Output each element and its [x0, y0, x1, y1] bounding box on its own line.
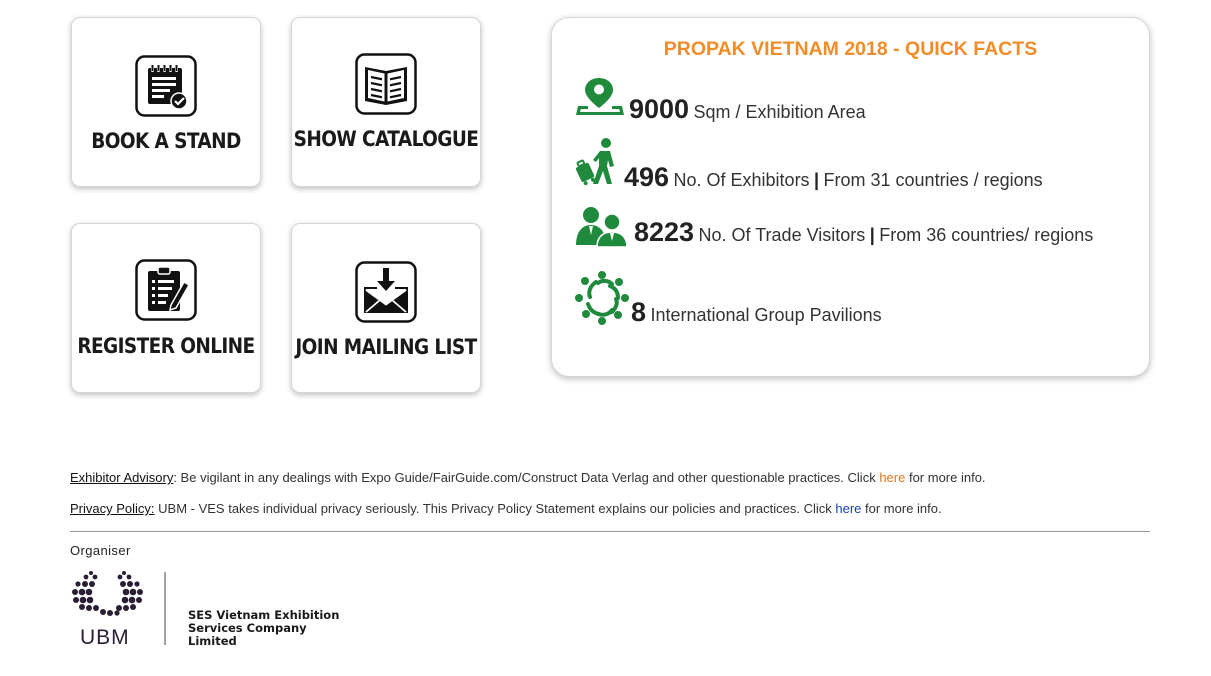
fact-value: 9000	[629, 94, 690, 124]
privacy-policy-notice	[70, 501, 942, 516]
envelope-download-icon	[355, 261, 417, 323]
exhibitor-advisory-link[interactable]: Exhibitor Advisory	[70, 470, 174, 485]
register-online-tile[interactable]	[71, 223, 261, 393]
company-line-1: SES Vietnam Exhibition	[188, 608, 340, 622]
privacy-here-link[interactable]: here	[835, 501, 862, 516]
fact-value: 8	[631, 297, 647, 327]
company-line-2: Services Company	[188, 621, 307, 635]
visitors-icon	[574, 205, 630, 254]
divider	[70, 531, 1150, 532]
fact-extra: From 36 countries/ regions	[879, 225, 1094, 245]
open-book-icon	[355, 53, 417, 115]
tile-label: JOIN MAILING LIST	[295, 335, 477, 360]
advisory-after-text: for more info.	[905, 470, 986, 485]
fact-separator: |	[869, 225, 875, 245]
group-circle-icon	[574, 270, 630, 331]
advisory-text: : Be vigilant in any dealings with Expo Guide/FairGuide.com/Construct Data Verlag and other questionable practices. Click	[173, 470, 880, 485]
quick-facts-panel	[551, 17, 1150, 377]
fact-text: International Group Pavilions	[650, 305, 882, 325]
clipboard-pen-icon	[135, 259, 197, 321]
show-catalogue-tile[interactable]	[291, 17, 481, 187]
traveler-luggage-icon	[574, 136, 622, 191]
privacy-text: UBM - VES takes individual privacy seriously. This Privacy Policy Statement explains our policies and practices. Click	[154, 501, 836, 516]
tile-label: SHOW CATALOGUE	[293, 127, 479, 152]
organiser-label: Organiser	[70, 543, 131, 558]
book-a-stand-tile[interactable]	[71, 17, 261, 187]
ubm-wordmark: UBM	[80, 626, 130, 649]
fact-value: 496	[624, 162, 670, 192]
fact-text: No. Of Trade Visitors	[698, 225, 866, 245]
map-pin-icon	[574, 76, 626, 123]
privacy-after-text: for more info.	[861, 501, 942, 516]
tile-label: BOOK A STAND	[91, 129, 241, 154]
privacy-policy-link[interactable]: Privacy Policy:	[70, 501, 155, 516]
quick-facts-title: PROPAK VIETNAM 2018 - QUICK FACTS	[663, 38, 1038, 60]
company-line-3: Limited	[188, 634, 237, 648]
fact-text: No. Of Exhibitors	[673, 170, 810, 190]
fact-extra: From 31 countries / regions	[823, 170, 1043, 190]
ubm-logo[interactable]	[70, 570, 360, 650]
ubm-dots-icon	[72, 571, 143, 616]
fact-value: 8223	[634, 217, 695, 247]
join-mailing-list-tile[interactable]	[291, 223, 481, 393]
advisory-here-link[interactable]: here	[879, 470, 906, 485]
tile-label: REGISTER ONLINE	[77, 334, 255, 359]
exhibitor-advisory-notice	[70, 470, 986, 485]
fact-separator: |	[814, 170, 820, 190]
fact-text: Sqm / Exhibition Area	[693, 102, 866, 122]
calendar-check-icon	[135, 55, 197, 117]
